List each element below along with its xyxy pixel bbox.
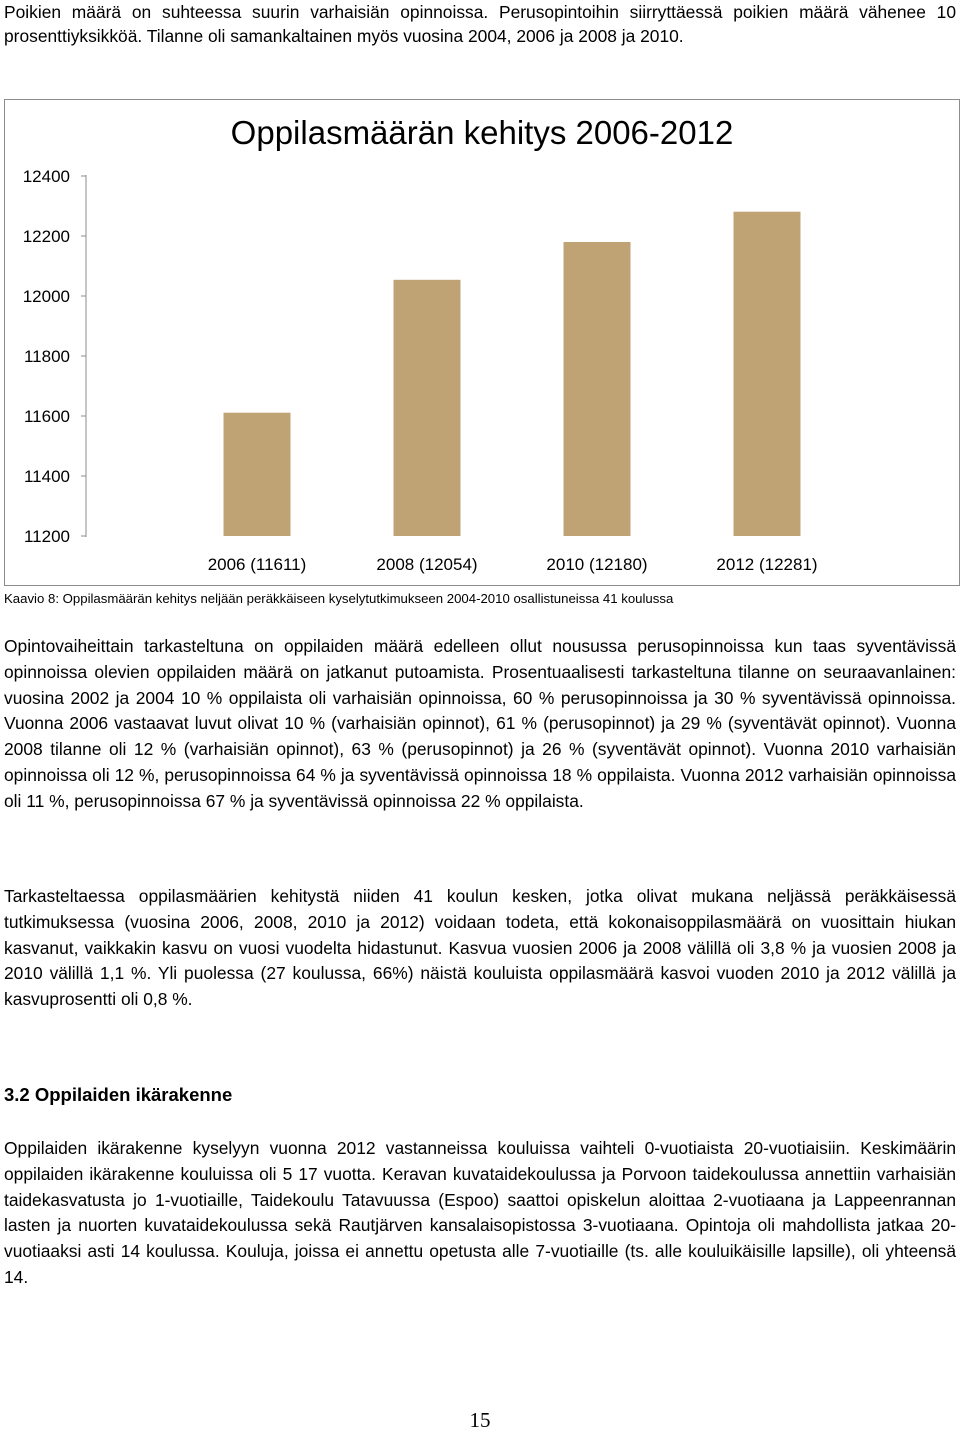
page-number: 15 xyxy=(469,1408,491,1432)
y-tick-label: 12200 xyxy=(22,227,70,246)
y-tick-label: 11600 xyxy=(23,407,70,426)
x-category-label: 2006 (11611) xyxy=(207,555,307,574)
y-tick-label: 12400 xyxy=(22,167,70,186)
x-category-label: 2010 (12180) xyxy=(546,555,648,574)
y-tick-label: 11800 xyxy=(23,347,70,366)
bar-chart xyxy=(4,99,960,586)
y-tick-label: 11400 xyxy=(23,467,70,486)
x-category-label: 2008 (12054) xyxy=(376,555,478,574)
section-heading: 3.2 Oppilaiden ikärakenne xyxy=(4,1084,233,1105)
paragraph-3: Oppilaiden ikärakenne kyselyyn vuonna 2012 vastanneissa kouluissa vaihteli 0-vuotiaista 20-vuotiaisiin. Keskimäärin oppilaiden ikärakenne kouluissa oli 5 17 vuotta. Keravan kuvataidekoulussa ja Porvoon taidekoulussa annettiin varhaisiän taidekasvatusta jo 1-vuotiaille, Taidekoulu Tatavuussa (Espoo) saattoi opiskelun aloittaa 2-vuotiaana ja Lappeenrannan lasten ja nuorten kuvataidekoulussa sekä Rautjärven kansalaisopistossa 3-vuotiaana. Opintoja oli mahdollista jatkaa 20-vuotiaaksi asti 14 koulussa. Kouluja, joissa ei annettu opetusta alle 7-vuotiaille (ts. alle kouluikäisille lapsille), oli yhteensä 14. xyxy=(4,1138,956,1287)
y-tick-label: 11200 xyxy=(23,527,70,546)
intro-paragraph: Poikien määrä on suhteessa suurin varhaisiän opinnoissa. Perusopintoihin siirryttäessä poikien määrä vähenee 10 prosenttiyksikköä. Tilanne oli samankaltainen myös vuosina 2004, 2006 ja 2008 ja 2010. xyxy=(4,2,956,47)
bar-2010 xyxy=(564,242,631,536)
chart-title: Oppilasmäärän kehitys 2006-2012 xyxy=(230,114,734,151)
paragraph-1: Opintovaiheittain tarkasteltuna on oppilaiden määrä edelleen ollut nousussa perusopinnoissa kun taas syventävissä opinnoissa olevien oppilaiden määrä on jatkanut putoamista. Prosentuaalisesti tarkasteltuna tilanne on seuraavanlainen: vuosina 2002 ja 2004 10 % oppilaista oli varhaisiän opinnoissa, 60 % perusopinnoissa ja 30 % syventävissä opinnoissa. Vuonna 2006 vastaavat luvut olivat 10 % (varhaisiän opinnot), 61 % (perusopinnot) ja 29 % (syventävät opinnot). Vuonna 2008 tilanne oli 12 % (varhaisiän opinnot), 63 % (perusopinnot) ja 26 % (syventävät opinnot). Vuonna 2010 varhaisiän opinnoissa oli 12 %, perusopinnoissa 64 % ja syventävissä opinnoissa 18 % oppilaista. Vuonna 2012 varhaisiän opinnoissa oli 11 %, perusopinnoissa 67 % ja syventävissä opinnoissa 22 % oppilaista. xyxy=(4,636,956,811)
y-tick-label: 12000 xyxy=(22,287,70,306)
x-category-label: 2012 (12281) xyxy=(716,555,818,574)
figure-caption: Kaavio 8: Oppilasmäärän kehitys neljään peräkkäiseen kyselytutkimukseen 2004-2010 osallistuneissa 41 koulussa xyxy=(4,591,674,606)
paragraph-2: Tarkasteltaessa oppilasmäärien kehitystä niiden 41 koulun kesken, jotka olivat mukana neljässä peräkkäisessä tutkimuksessa (vuosina 2006, 2008, 2010 ja 2012) voidaan todeta, että kokonaisoppilasmäärä on vuosittain hiukan kasvanut, vaikkakin kasvu on vuosi vuodelta hidastunut. Kasvua vuosien 2006 ja 2008 välillä oli 3,8 % ja vuosien 2008 ja 2010 välillä 1,1 %. Yli puolessa (27 koulussa, 66%) näistä kouluista oppilasmäärä kasvoi vuoden 2010 ja 2012 välillä ja kasvuprosentti oli 0,8 %. xyxy=(4,886,956,1010)
chart-border xyxy=(5,100,960,586)
bar-2012 xyxy=(734,212,801,536)
bar-2008 xyxy=(394,280,461,536)
bar-2006 xyxy=(224,413,291,536)
